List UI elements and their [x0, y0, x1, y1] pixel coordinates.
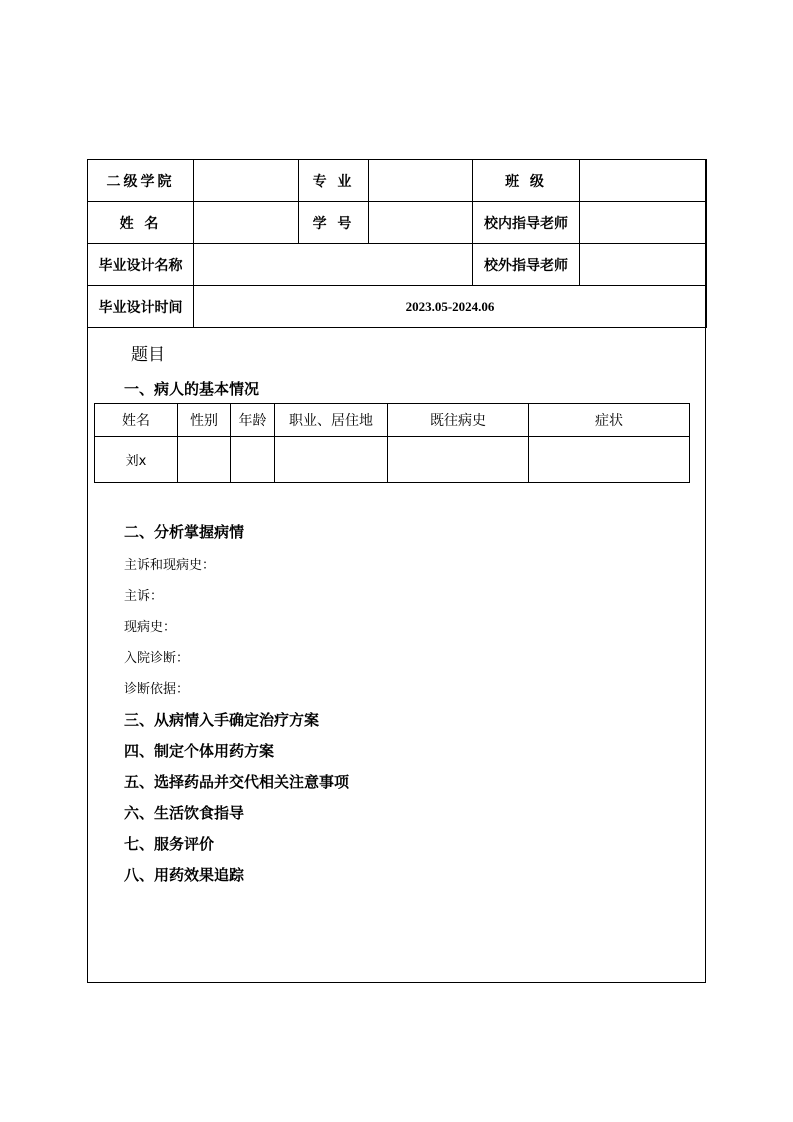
header-symptoms: 症状: [529, 404, 690, 437]
info-row: [88, 286, 707, 328]
name-field[interactable]: [194, 202, 299, 244]
patient-occupation-cell[interactable]: [275, 437, 388, 483]
internal-advisor-label: 校内指导老师: [473, 202, 580, 244]
external-advisor-label: 校外指导老师: [473, 244, 580, 286]
section-2-title: 二、分析掌握病情: [124, 523, 245, 541]
section-6-title: 六、生活饮食指导: [124, 804, 245, 822]
info-row: [88, 202, 707, 244]
section-5-title: 五、选择药品并交代相关注意事项: [124, 773, 350, 791]
section-8-title: 八、用药效果追踪: [124, 866, 245, 884]
patient-row: [95, 437, 690, 483]
info-row: [88, 160, 707, 202]
design-time-value: 2023.05-2024.06: [194, 286, 707, 328]
external-advisor-field[interactable]: [580, 244, 707, 286]
class-label: 班 级: [473, 160, 580, 202]
internal-advisor-field[interactable]: [580, 202, 707, 244]
section-3-title: 三、从病情入手确定治疗方案: [124, 711, 320, 729]
patient-table: [94, 403, 690, 483]
section-1-title: 一、病人的基本情况: [124, 380, 260, 398]
design-title-field[interactable]: [194, 244, 473, 286]
patient-header-row: [95, 404, 690, 437]
student-id-field[interactable]: [369, 202, 473, 244]
header-name: 姓名: [95, 404, 178, 437]
major-label: 专 业: [299, 160, 369, 202]
section-4-title: 四、制定个体用药方案: [124, 742, 275, 760]
info-row: [88, 244, 707, 286]
header-age: 年龄: [231, 404, 275, 437]
major-field[interactable]: [369, 160, 473, 202]
diagnosis-basis-label: 诊断依据：: [124, 682, 190, 697]
chief-complaint-label: 主诉：: [124, 589, 164, 604]
patient-gender-cell[interactable]: [178, 437, 231, 483]
topic-label: 题目: [131, 345, 165, 365]
admission-diagnosis-label: 入院诊断：: [124, 651, 190, 666]
header-gender: 性别: [178, 404, 231, 437]
student-id-label: 学 号: [299, 202, 369, 244]
name-label: 姓 名: [88, 202, 194, 244]
college-field[interactable]: [194, 160, 299, 202]
header-medical-history: 既往病史: [388, 404, 529, 437]
present-illness-label: 现病史：: [124, 620, 177, 635]
patient-symptoms-cell[interactable]: [529, 437, 690, 483]
section-7-title: 七、服务评价: [124, 835, 215, 853]
patient-name-cell: 刘x: [95, 437, 178, 483]
header-occupation-residence: 职业、居住地: [275, 404, 388, 437]
student-info-table: [87, 159, 707, 328]
chief-complaint-and-history-label: 主诉和现病史：: [124, 558, 216, 573]
patient-history-cell[interactable]: [388, 437, 529, 483]
patient-age-cell[interactable]: [231, 437, 275, 483]
design-title-label: 毕业设计名称: [88, 244, 194, 286]
class-field[interactable]: [580, 160, 707, 202]
design-time-label: 毕业设计时间: [88, 286, 194, 328]
college-label: 二级学院: [88, 160, 194, 202]
